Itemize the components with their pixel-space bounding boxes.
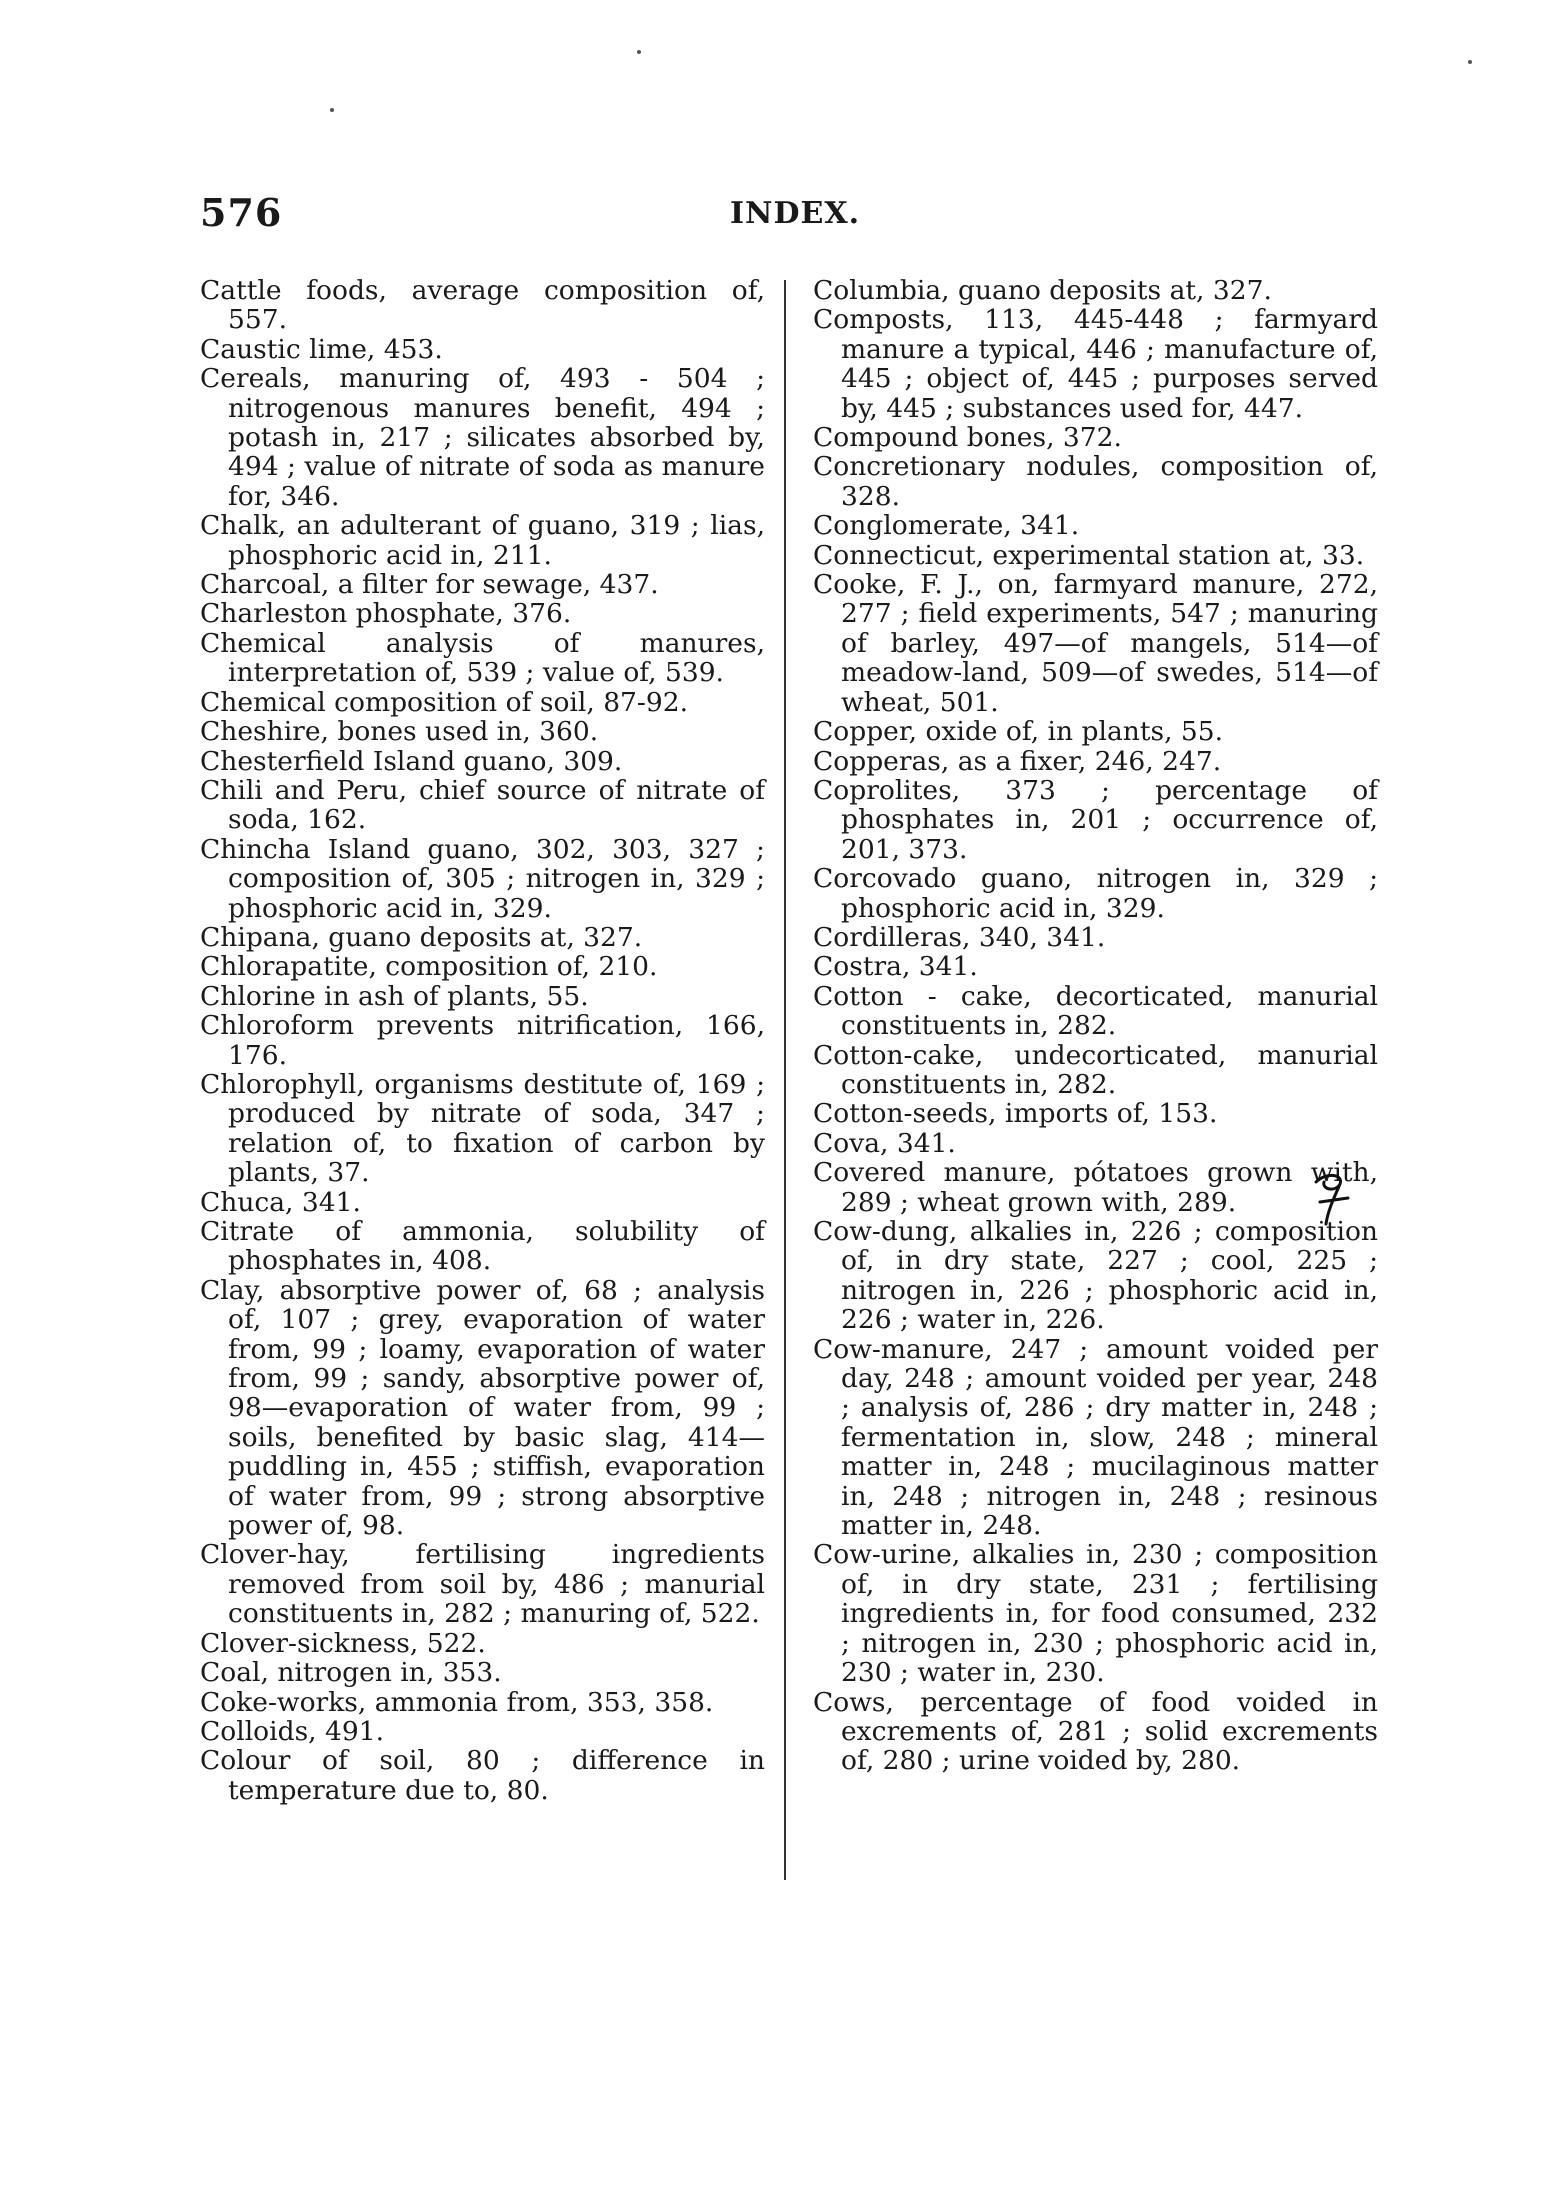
index-entry: Cotton-cake, undecorticated, manurial constituents in, 282. xyxy=(813,1039,1378,1100)
index-entry: Chili and Peru, chief source of nitrate of soda, 162. xyxy=(200,774,765,836)
index-entry: Cattle foods, average composition of, 557. xyxy=(200,275,765,336)
index-entry: Costra, 341. xyxy=(813,951,978,983)
index-entry: Chlorophyll, organisms destitute of, 169 ; produced by nitrate of soda, 347 ; relation of, to fixation of carbon by plants, 37. xyxy=(200,1068,765,1189)
index-entry: Charcoal, a filter for sewage, 437. xyxy=(200,569,659,601)
index-entry: Colour of soil, 80 ; difference in temperature due to, 80. xyxy=(200,1745,765,1806)
speck-mark xyxy=(637,50,641,54)
index-entry: Colloids, 491. xyxy=(200,1715,385,1747)
index-entry: Cooke, F. J., on, farmyard manure, 272, 277 ; field experiments, 547 ; manuring of barley, 497—of mangels, 514—of meadow-land, 509—of swedes, 514—of wheat, 501. xyxy=(813,569,1378,718)
index-entry: Cova, 341. xyxy=(813,1127,956,1159)
index-entry: Connecticut, experimental station at, 33. xyxy=(813,539,1365,571)
index-entry: Chipana, guano deposits at, 327. xyxy=(200,921,643,953)
index-entry: Cow-manure, 247 ; amount voided per day, 248 ; amount voided per year, 248 ; analysis of, 286 ; dry matter in, 248 ; fermentation in, slow, 248 ; mineral matter in, 248 ; mucilaginous matter in, 248 ; nitrogen in, 248 ; resinous matter in, 248. xyxy=(813,1333,1378,1542)
running-head: INDEX. xyxy=(730,196,861,231)
column-divider xyxy=(784,280,786,1880)
index-entry: Clover-sickness, 522. xyxy=(200,1627,486,1659)
index-entry: Chloroform prevents nitrification, 166, 176. xyxy=(200,1010,765,1071)
index-entry: Cordilleras, 340, 341. xyxy=(813,921,1106,953)
index-entry: Citrate of ammonia, solubility of phosphates in, 408. xyxy=(200,1216,765,1277)
index-entry: Chalk, an adulterant of guano, 319 ; lias, phosphoric acid in, 211. xyxy=(200,510,765,571)
index-entry: Caustic lime, 453. xyxy=(200,333,443,365)
index-entry: Concretionary nodules, composition of, 328. xyxy=(813,451,1378,512)
index-entry: Covered manure, pótatoes grown with, 289 ; wheat grown with, 289. xyxy=(813,1157,1378,1218)
index-entry: Coal, nitrogen in, 353. xyxy=(200,1657,502,1689)
index-entry: Cheshire, bones used in, 360. xyxy=(200,716,599,748)
index-entry: Chemical composition of soil, 87-92. xyxy=(200,686,689,718)
index-entry: Chlorine in ash of plants, 55. xyxy=(200,980,589,1012)
index-entry: Coprolites, 373 ; percentage of phosphates in, 201 ; occurrence of, 201, 373. xyxy=(813,774,1378,865)
index-entry: Clay, absorptive power of, 68 ; analysis of, 107 ; grey, evaporation of water from, 99 ; loamy, evaporation of water from, 99 ; sandy, absorptive power of, 98—evaporation of water from, 99 ; soils, benefited by basic slag, 414—puddling in, 455 ; stiffish, evaporation of water from, 99 ; strong absorptive power of, 98. xyxy=(200,1274,765,1542)
index-entry: Copper, oxide of, in plants, 55. xyxy=(813,716,1224,748)
index-entry: Chincha Island guano, 302, 303, 327 ; composition of, 305 ; nitrogen in, 329 ; phosphoric acid in, 329. xyxy=(200,833,765,924)
index-entry: Cow-urine, alkalies in, 230 ; composition of, in dry state, 231 ; fertilising ingredients in, for food consumed, 232 ; nitrogen in, 230 ; phosphoric acid in, 230 ; water in, 230. xyxy=(813,1539,1378,1689)
index-entry: Compound bones, 372. xyxy=(813,422,1122,454)
index-entry: Cow-dung, alkalies in, 226 ; composition of, in dry state, 227 ; cool, 225 ; nitrogen in, 226 ; phosphoric acid in, 226 ; water in, 226. xyxy=(813,1216,1378,1336)
index-entry: Chuca, 341. xyxy=(200,1186,361,1218)
index-entry: Corcovado guano, nitrogen in, 329 ; phosphoric acid in, 329. xyxy=(813,863,1378,924)
index-entry: Cereals, manuring of, 493 - 504 ; nitrogenous manures benefit, 494 ; potash in, 217 ; silicates absorbed by, 494 ; value of nitrate of soda as manure for, 346. xyxy=(200,363,765,512)
speck-mark xyxy=(1468,60,1472,64)
index-entry: Copperas, as a fixer, 246, 247. xyxy=(813,745,1222,777)
index-entry: Cotton - cake, decorticated, manurial constituents in, 282. xyxy=(813,980,1378,1042)
page-number: 576 xyxy=(200,190,283,235)
index-entry: Cotton-seeds, imports of, 153. xyxy=(813,1098,1218,1130)
index-entry: Chesterfield Island guano, 309. xyxy=(200,745,623,777)
index-entry: Cows, percentage of food voided in excrements of, 281 ; solid excrements of, 280 ; urine voided by, 280. xyxy=(813,1686,1378,1777)
index-entry: Coke-works, ammonia from, 353, 358. xyxy=(200,1686,714,1718)
index-entry: Chemical analysis of manures, interpretation of, 539 ; value of, 539. xyxy=(200,627,765,689)
speck-mark xyxy=(330,108,334,112)
index-entry: Composts, 113, 445-448 ; farmyard manure a typical, 446 ; manufacture of, 445 ; object of, 445 ; purposes served by, 445 ; substances used for, 447. xyxy=(813,304,1378,424)
index-entry: Charleston phosphate, 376. xyxy=(200,598,572,630)
index-entry: Conglomerate, 341. xyxy=(813,510,1080,542)
index-entry: Columbia, guano deposits at, 327. xyxy=(813,275,1272,306)
index-column-right xyxy=(813,276,1378,1776)
index-column-left xyxy=(200,276,765,1805)
index-entry: Clover-hay, fertilising ingredients removed from soil by, 486 ; manurial constituents in, 282 ; manuring of, 522. xyxy=(200,1539,765,1630)
handwritten-mark xyxy=(1310,1168,1356,1228)
index-entry: Chlorapatite, composition of, 210. xyxy=(200,951,658,983)
